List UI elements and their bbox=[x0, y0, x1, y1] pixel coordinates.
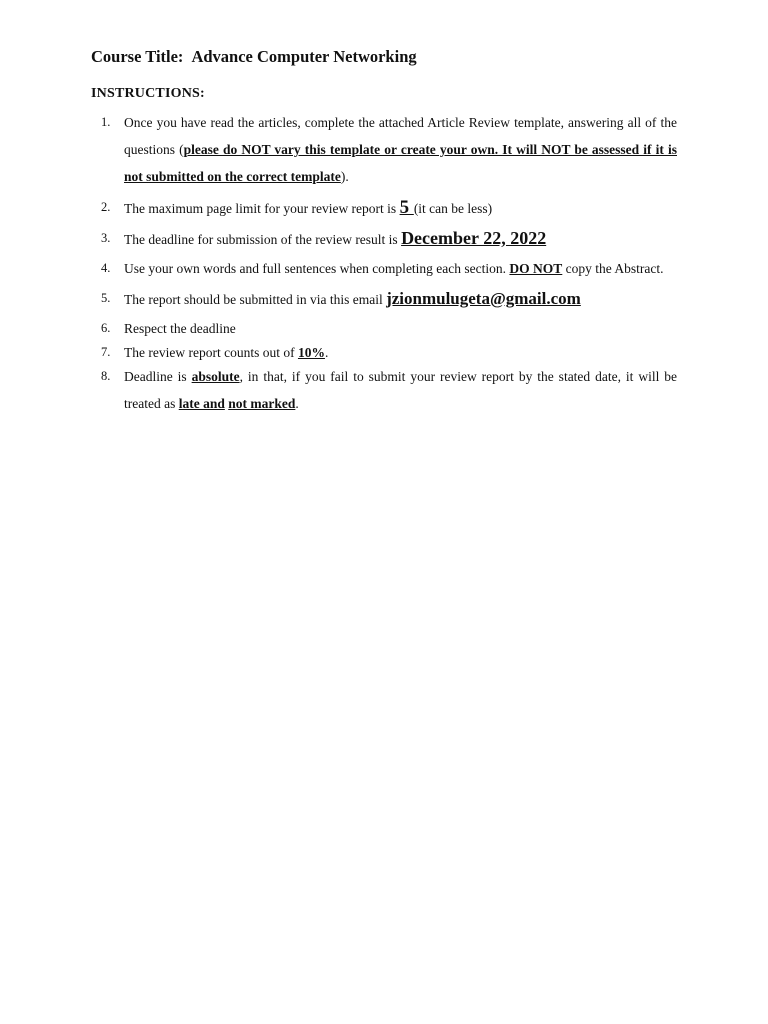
item-text: Once you have read the articles, complete the attached Article Review template, answering all of the questions ( bbox=[124, 115, 677, 157]
page-limit-value: 5 bbox=[399, 197, 414, 218]
item-number: 4. bbox=[101, 261, 111, 275]
item-text: Deadline is bbox=[124, 369, 192, 384]
item-text: The maximum page limit for your review report is bbox=[124, 201, 400, 216]
item-emphasis: not marked bbox=[228, 396, 296, 411]
item-text: copy the Abstract. bbox=[562, 261, 664, 276]
instruction-item-7 bbox=[91, 339, 677, 366]
item-emphasis: DO NOT bbox=[509, 261, 563, 276]
instruction-item-6 bbox=[91, 315, 677, 342]
instruction-item-8 bbox=[91, 363, 677, 417]
item-number: 2. bbox=[101, 200, 111, 214]
item-text: The review report counts out of bbox=[124, 345, 298, 360]
item-number: 3. bbox=[101, 231, 111, 245]
item-text: Respect the deadline bbox=[124, 321, 236, 336]
instructions-heading: INSTRUCTIONS: bbox=[91, 86, 205, 101]
item-text: . bbox=[324, 345, 329, 360]
item-emphasis: please do NOT vary this template or create your own. It will NOT be assessed if it is not submitted on the correct template bbox=[124, 142, 677, 184]
submission-email: jzionmulugeta@gmail.com bbox=[386, 289, 581, 308]
instruction-item-1 bbox=[91, 109, 677, 190]
instruction-item-2 bbox=[91, 194, 677, 222]
item-number: 6. bbox=[101, 321, 111, 335]
item-emphasis: 10% bbox=[297, 345, 325, 360]
item-text: (it can be less) bbox=[413, 201, 493, 216]
item-text: . bbox=[295, 396, 299, 411]
item-emphasis: late and bbox=[178, 396, 225, 411]
item-number: 8. bbox=[101, 369, 111, 383]
instructions-list bbox=[91, 109, 677, 417]
course-title bbox=[91, 47, 417, 67]
item-text: , in that, if you fail to submit your review report by the stated date, it will be treated as bbox=[124, 369, 678, 411]
item-number: 1. bbox=[101, 115, 111, 129]
course-title-value: Advance Computer Networking bbox=[191, 47, 417, 66]
instruction-item-4 bbox=[91, 255, 677, 282]
item-text: The deadline for submission of the review result is bbox=[124, 232, 402, 247]
item-text: The report should be submitted in via this email bbox=[124, 292, 387, 307]
instruction-item-3 bbox=[91, 225, 677, 253]
item-number: 5. bbox=[101, 291, 111, 305]
item-number: 7. bbox=[101, 345, 111, 359]
deadline-date: December 22, 2022 bbox=[401, 228, 547, 248]
item-text: ). bbox=[340, 169, 349, 184]
instruction-item-5 bbox=[91, 285, 677, 313]
item-emphasis: absolute bbox=[191, 369, 240, 384]
item-text: Use your own words and full sentences when completing each section. bbox=[124, 261, 510, 276]
course-title-label: Course Title: bbox=[91, 47, 184, 66]
